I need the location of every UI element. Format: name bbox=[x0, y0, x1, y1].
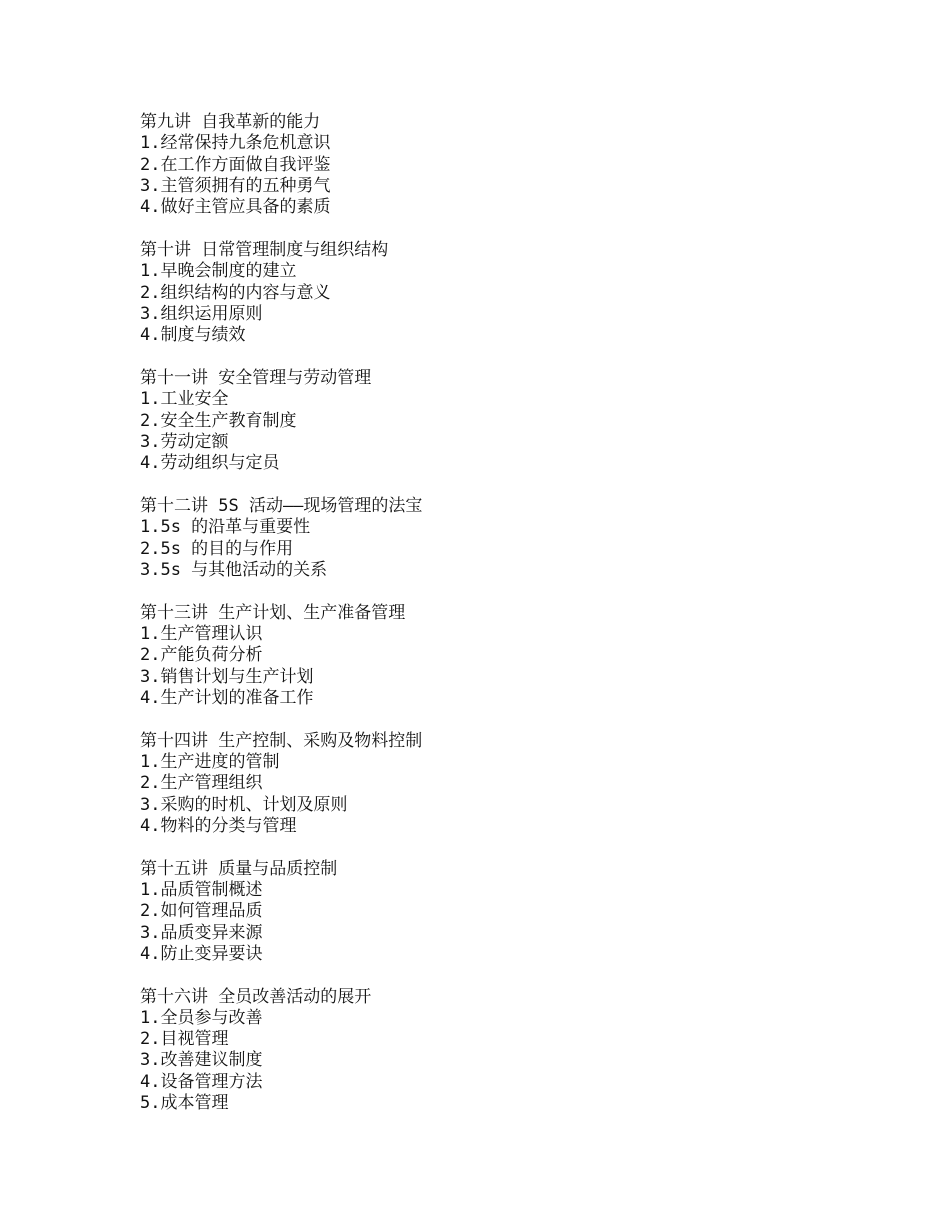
list-item: 1.经常保持九条危机意识 bbox=[140, 133, 331, 154]
lecture-section bbox=[140, 859, 900, 965]
list-item: 2.组织结构的内容与意义 bbox=[140, 282, 331, 303]
list-item: 1.工业安全 bbox=[140, 389, 229, 410]
list-item: 2.安全生产教育制度 bbox=[140, 410, 297, 431]
lecture-section bbox=[140, 496, 900, 581]
list-item: 4.设备管理方法 bbox=[140, 1071, 263, 1092]
lecture-section bbox=[140, 112, 900, 218]
section-heading: 第十三讲 生产计划、生产准备管理 bbox=[140, 602, 406, 623]
list-item: 1.品质管制概述 bbox=[140, 879, 263, 900]
section-heading: 第九讲 自我革新的能力 bbox=[140, 112, 321, 132]
list-item: 4.做好主管应具备的素质 bbox=[140, 197, 331, 218]
list-item: 3.改善建议制度 bbox=[140, 1050, 263, 1071]
section-heading: 第十讲 日常管理制度与组织结构 bbox=[140, 239, 389, 260]
list-item: 4.制度与绩效 bbox=[140, 325, 246, 346]
list-item: 3.采购的时机、计划及原则 bbox=[140, 794, 348, 815]
lecture-section bbox=[140, 368, 900, 474]
list-item: 3.组织运用原则 bbox=[140, 303, 263, 324]
list-item: 1.早晚会制度的建立 bbox=[140, 261, 297, 282]
list-item: 2.如何管理品质 bbox=[140, 901, 263, 922]
lecture-section bbox=[140, 603, 900, 709]
section-heading: 第十五讲 质量与品质控制 bbox=[140, 858, 338, 879]
list-item: 3.主管须拥有的五种勇气 bbox=[140, 175, 331, 196]
list-item: 4.防止变异要诀 bbox=[140, 943, 263, 964]
list-item: 3.品质变异来源 bbox=[140, 922, 263, 943]
list-item: 2.在工作方面做自我评鉴 bbox=[140, 154, 331, 175]
section-heading: 第十四讲 生产控制、采购及物料控制 bbox=[140, 730, 423, 751]
list-item: 4.生产计划的准备工作 bbox=[140, 687, 314, 708]
list-item: 1.生产进度的管制 bbox=[140, 751, 280, 772]
lecture-section bbox=[140, 987, 900, 1115]
list-item: 4.劳动组织与定员 bbox=[140, 453, 280, 474]
list-item: 2.生产管理组织 bbox=[140, 773, 263, 794]
list-item: 1.生产管理认识 bbox=[140, 623, 263, 644]
list-item: 3.5s 与其他活动的关系 bbox=[140, 559, 328, 580]
list-item: 2.5s 的目的与作用 bbox=[140, 538, 294, 559]
document-page bbox=[140, 112, 900, 1136]
list-item: 1.5s 的沿革与重要性 bbox=[140, 517, 311, 538]
section-heading: 第十二讲 5S 活动——现场管理的法宝 bbox=[140, 495, 423, 516]
list-item: 3.销售计划与生产计划 bbox=[140, 666, 314, 687]
section-heading: 第十六讲 全员改善活动的展开 bbox=[140, 986, 372, 1007]
section-heading: 第十一讲 安全管理与劳动管理 bbox=[140, 367, 372, 388]
lecture-section bbox=[140, 731, 900, 837]
list-item: 1.全员参与改善 bbox=[140, 1007, 263, 1028]
list-item: 5.成本管理 bbox=[140, 1093, 229, 1114]
list-item: 4.物料的分类与管理 bbox=[140, 815, 297, 836]
list-item: 2.产能负荷分析 bbox=[140, 645, 263, 666]
list-item: 3.劳动定额 bbox=[140, 431, 229, 452]
list-item: 2.目视管理 bbox=[140, 1029, 229, 1050]
lecture-section bbox=[140, 240, 900, 346]
